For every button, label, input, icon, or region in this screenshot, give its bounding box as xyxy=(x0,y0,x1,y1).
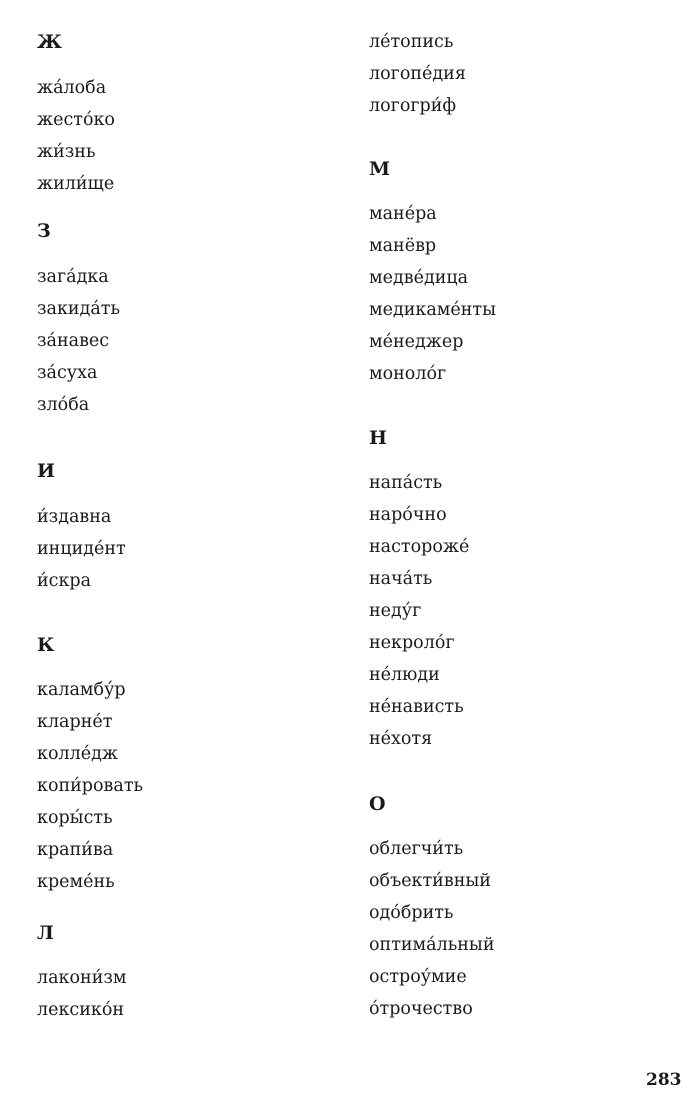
word-entry: жили́ще xyxy=(37,174,115,194)
section-letter: Л xyxy=(37,922,54,944)
word-entry: жи́знь xyxy=(37,142,96,162)
word-entry: не́нависть xyxy=(369,697,464,717)
word-entry: нача́ть xyxy=(369,569,433,589)
word-entry: мане́ра xyxy=(369,204,437,224)
word-entry: копи́ровать xyxy=(37,776,144,796)
word-entry: за́навес xyxy=(37,331,110,351)
word-entry: коры́сть xyxy=(37,808,113,828)
word-entry: за́суха xyxy=(37,363,98,383)
word-entry: манёвр xyxy=(369,236,437,256)
section-letter: О xyxy=(369,793,386,815)
word-entry: кларне́т xyxy=(37,712,113,732)
word-entry: лакони́зм xyxy=(37,968,127,988)
word-entry: моноло́г xyxy=(369,364,447,384)
word-entry: ле́топись xyxy=(369,32,454,52)
word-entry: зага́дка xyxy=(37,267,109,287)
word-entry: инциде́нт xyxy=(37,539,126,559)
page-number: 283 xyxy=(646,1070,682,1090)
word-entry: и́скра xyxy=(37,571,92,591)
word-entry: креме́нь xyxy=(37,872,115,892)
word-entry: не́люди xyxy=(369,665,440,685)
word-entry: медикаме́нты xyxy=(369,300,497,320)
section-letter: М xyxy=(369,158,391,180)
word-entry: не́хотя xyxy=(369,729,433,749)
word-entry: жа́лоба xyxy=(37,78,107,98)
word-entry: оптима́льный xyxy=(369,935,495,955)
word-entry: крапи́ва xyxy=(37,840,114,860)
word-entry: напа́сть xyxy=(369,473,443,493)
word-entry: некроло́г xyxy=(369,633,455,653)
word-entry: жесто́ко xyxy=(37,110,115,130)
word-entry: и́здавна xyxy=(37,507,112,527)
word-entry: ме́неджер xyxy=(369,332,464,352)
word-entry: зло́ба xyxy=(37,395,90,415)
word-entry: лексико́н xyxy=(37,1000,125,1020)
section-letter: И xyxy=(37,460,55,482)
section-letter: К xyxy=(37,634,55,656)
word-entry: о́трочество xyxy=(369,999,473,1019)
word-entry: одо́брить xyxy=(369,903,454,923)
word-entry: настороже́ xyxy=(369,537,470,557)
word-entry: логопе́дия xyxy=(369,64,466,84)
word-entry: неду́г xyxy=(369,601,422,621)
word-entry: каламбу́р xyxy=(37,680,126,700)
section-letter: Н xyxy=(369,427,387,449)
word-entry: наро́чно xyxy=(369,505,447,525)
section-letter: З xyxy=(37,220,51,242)
section-letter: Ж xyxy=(37,31,62,53)
word-entry: объекти́вный xyxy=(369,871,491,891)
word-entry: закида́ть xyxy=(37,299,120,319)
word-entry: остроу́мие xyxy=(369,967,467,987)
word-entry: логогри́ф xyxy=(369,96,457,116)
word-entry: колле́дж xyxy=(37,744,118,764)
word-entry: облегчи́ть xyxy=(369,839,464,859)
word-entry: медве́дица xyxy=(369,268,469,288)
